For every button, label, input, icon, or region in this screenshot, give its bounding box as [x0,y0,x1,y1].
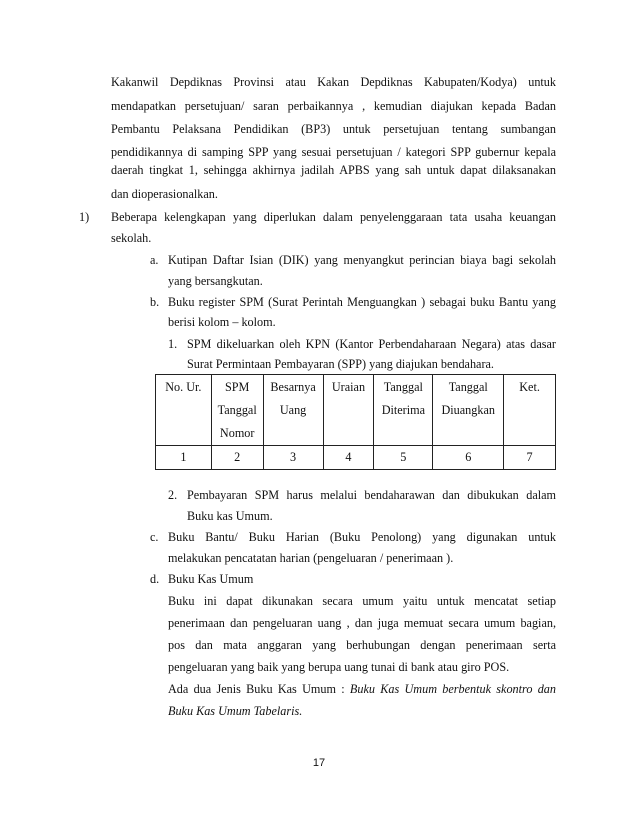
table-header-row [156,375,556,446]
item-d-body-line-1: Buku ini dapat dikunakan secara umum yaitu untuk mencatat setiap [168,594,556,608]
page-number: 17 [312,757,326,769]
item-b-line-2: berisi kolom – kolom. [168,315,276,329]
item-d-jenis-line-1 [168,681,556,697]
header-spm: SPM Tanggal Nomor [211,375,263,446]
item-d-jenis-italic-2: Buku Kas Umum Tabelaris. [168,704,303,718]
item-c-line-2: melakukan pencatatan harian (pengeluaran / penerimaan ). [168,551,454,565]
item-1-marker: 1) [79,210,90,224]
item-b2-marker: 2. [168,488,178,502]
item-1-line-2: sekolah. [111,231,152,245]
table-cell: 1 [156,446,212,470]
table-number-row [156,446,556,470]
intro-line-4: pendidikannya di samping SPP yang sesuai persetujuan / kategori SPP gubernur kepala [111,145,556,159]
item-b2-line-1: Pembayaran SPM harus melalui bendaharawan dan dibukukan dalam [187,488,556,502]
item-d-jenis-prefix: Ada dua Jenis Buku Kas Umum : [168,682,350,696]
intro-line-5: daerah tingkat 1, sehingga akhirnya jadilah APBS yang sah untuk dapat dilaksanakan [111,163,556,177]
item-b-line-1: Buku register SPM (Surat Perintah Menguangkan ) sebagai buku Bantu yang [168,295,556,309]
intro-line-2: mendapatkan persetujuan/ saran perbaikannya , kemudian diajukan kepada Badan [111,99,556,113]
item-d-body-line-4: pengeluaran yang baik yang berupa uang tunai di bank atau giro POS. [168,660,510,674]
header-tanggal-diuangkan: Tanggal Diuangkan [433,375,504,446]
item-a-line-2: yang bersangkutan. [168,274,263,288]
item-c-line-1: Buku Bantu/ Buku Harian (Buku Penolong) yang digunakan untuk [168,530,556,544]
item-d-jenis-italic-1: Buku Kas Umum berbentuk skontro dan [349,682,556,696]
item-a-marker: a. [150,253,159,267]
item-b1-line-2: Surat Permintaan Pembayaran (SPP) yang diajukan bendahara. [187,357,494,371]
table-cell: 5 [374,446,433,470]
item-b-marker: b. [150,295,160,309]
item-b1-marker: 1. [168,337,178,351]
table-cell: 7 [504,446,556,470]
header-tanggal-diterima: Tanggal Diterima [374,375,433,446]
item-d-marker: d. [150,572,160,586]
intro-line-3: Pembantu Pelaksana Pendidikan (BP3) untuk persetujuan tentang sumbangan [111,122,556,136]
header-ket: Ket. [504,375,556,446]
item-d-body-line-2: penerimaan dan pengeluaran uang , dan juga memuat secara umum bagian, [168,616,556,630]
table-cell: 6 [433,446,504,470]
item-a-line-1: Kutipan Daftar Isian (DIK) yang menyangkut perincian biaya bagi sekolah [168,253,556,267]
header-no-ur: No. Ur. [156,375,212,446]
table-cell: 3 [263,446,323,470]
item-1-line-1: Beberapa kelengkapan yang diperlukan dalam penyelenggaraan tata usaha keuangan [111,210,556,224]
item-d-title: Buku Kas Umum [168,572,254,586]
intro-line-1: Kakanwil Depdiknas Provinsi atau Kakan Depdiknas Kabupaten/Kodya) untuk [111,75,556,89]
header-besarnya-uang: Besarnya Uang [263,375,323,446]
intro-line-6: dan dioperasionalkan. [111,187,218,201]
spm-register-table [155,374,556,470]
header-uraian: Uraian [323,375,374,446]
table-cell: 4 [323,446,374,470]
item-c-marker: c. [150,530,159,544]
table-cell: 2 [211,446,263,470]
item-d-jenis-line-2 [168,703,302,719]
item-d-body-line-3: pos dan mata anggaran yang berhubungan dengan penerimaan serta [168,638,556,652]
item-b1-line-1: SPM dikeluarkan oleh KPN (Kantor Perbendaharaan Negara) atas dasar [187,337,556,351]
item-b2-line-2: Buku kas Umum. [187,509,273,523]
